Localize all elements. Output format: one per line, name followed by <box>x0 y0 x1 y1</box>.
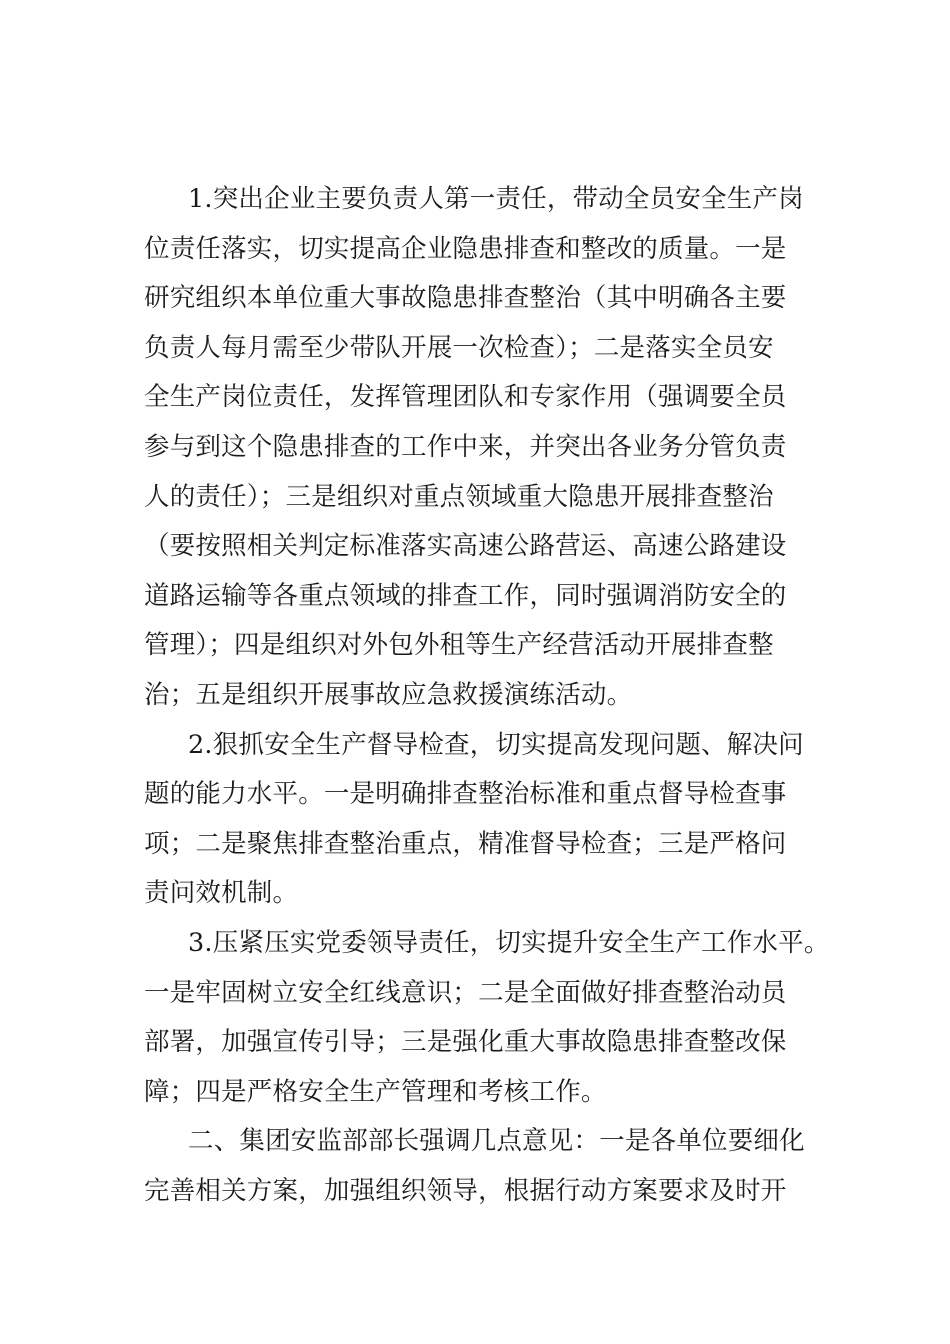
paragraph-1-line-11: 治；五是组织开展事故应急救援演练活动。 <box>144 679 633 710</box>
paragraph-1-line-1: 1.突出企业主要负责人第一责任，带动全员安全生产岗 <box>188 184 804 214</box>
paragraph-1-line-3: 研究组织本单位重大事故隐患排查整治（其中明确各主要 <box>144 283 787 314</box>
paragraph-3-line-3: 部署，加强宣传引导；三是强化重大事故隐患排查整改保 <box>144 1027 787 1058</box>
paragraph-2-line-3: 项；二是聚焦排查整治重点，精准督导检查；三是严格问 <box>144 828 787 859</box>
paragraph-1-line-8: （要按照相关判定标准落实高速公路营运、高速公路建设 <box>144 531 787 562</box>
paragraph-2-line-4: 责问效机制。 <box>144 878 299 909</box>
paragraph-1-line-5: 全生产岗位责任，发挥管理团队和专家作用（强调要全员 <box>144 382 787 413</box>
paragraph-3-line-1: 3.压紧压实党委领导责任，切实提升安全生产工作水平。 <box>188 927 830 958</box>
paragraph-1-line-4: 负责人每月需至少带队开展一次检查）；二是落实全员安 <box>144 332 774 363</box>
paragraph-3-line-2: 一是牢固树立安全红线意识；二是全面做好排查整治动员 <box>144 977 787 1008</box>
paragraph-4-line-2: 完善相关方案，加强组织领导，根据行动方案要求及时开 <box>144 1175 787 1206</box>
paragraph-1-line-7: 人的责任）；三是组织对重点领域重大隐患开展排查整治 <box>144 481 774 512</box>
paragraph-1-line-6: 参与到这个隐患排查的工作中来，并突出各业务分管负责 <box>144 431 787 462</box>
paragraph-4-line-1: 二、集团安监部部长强调几点意见：一是各单位要细化 <box>188 1126 805 1157</box>
paragraph-1-line-2: 位责任落实，切实提高企业隐患排查和整改的质量。一是 <box>144 233 787 264</box>
paragraph-2-line-1: 2.狠抓安全生产督导检查，切实提高发现问题、解决问 <box>188 729 804 760</box>
document-body <box>144 175 830 1216</box>
paragraph-2-line-2: 题的能力水平。一是明确排查整治标准和重点督导检查事 <box>144 779 787 810</box>
paragraph-1-line-9: 道路运输等各重点领域的排查工作，同时强调消防安全的 <box>144 580 787 611</box>
paragraph-1-line-10: 管理）；四是组织对外包外租等生产经营活动开展排查整 <box>144 630 774 661</box>
paragraph-3-line-4: 障；四是严格安全生产管理和考核工作。 <box>144 1076 607 1107</box>
